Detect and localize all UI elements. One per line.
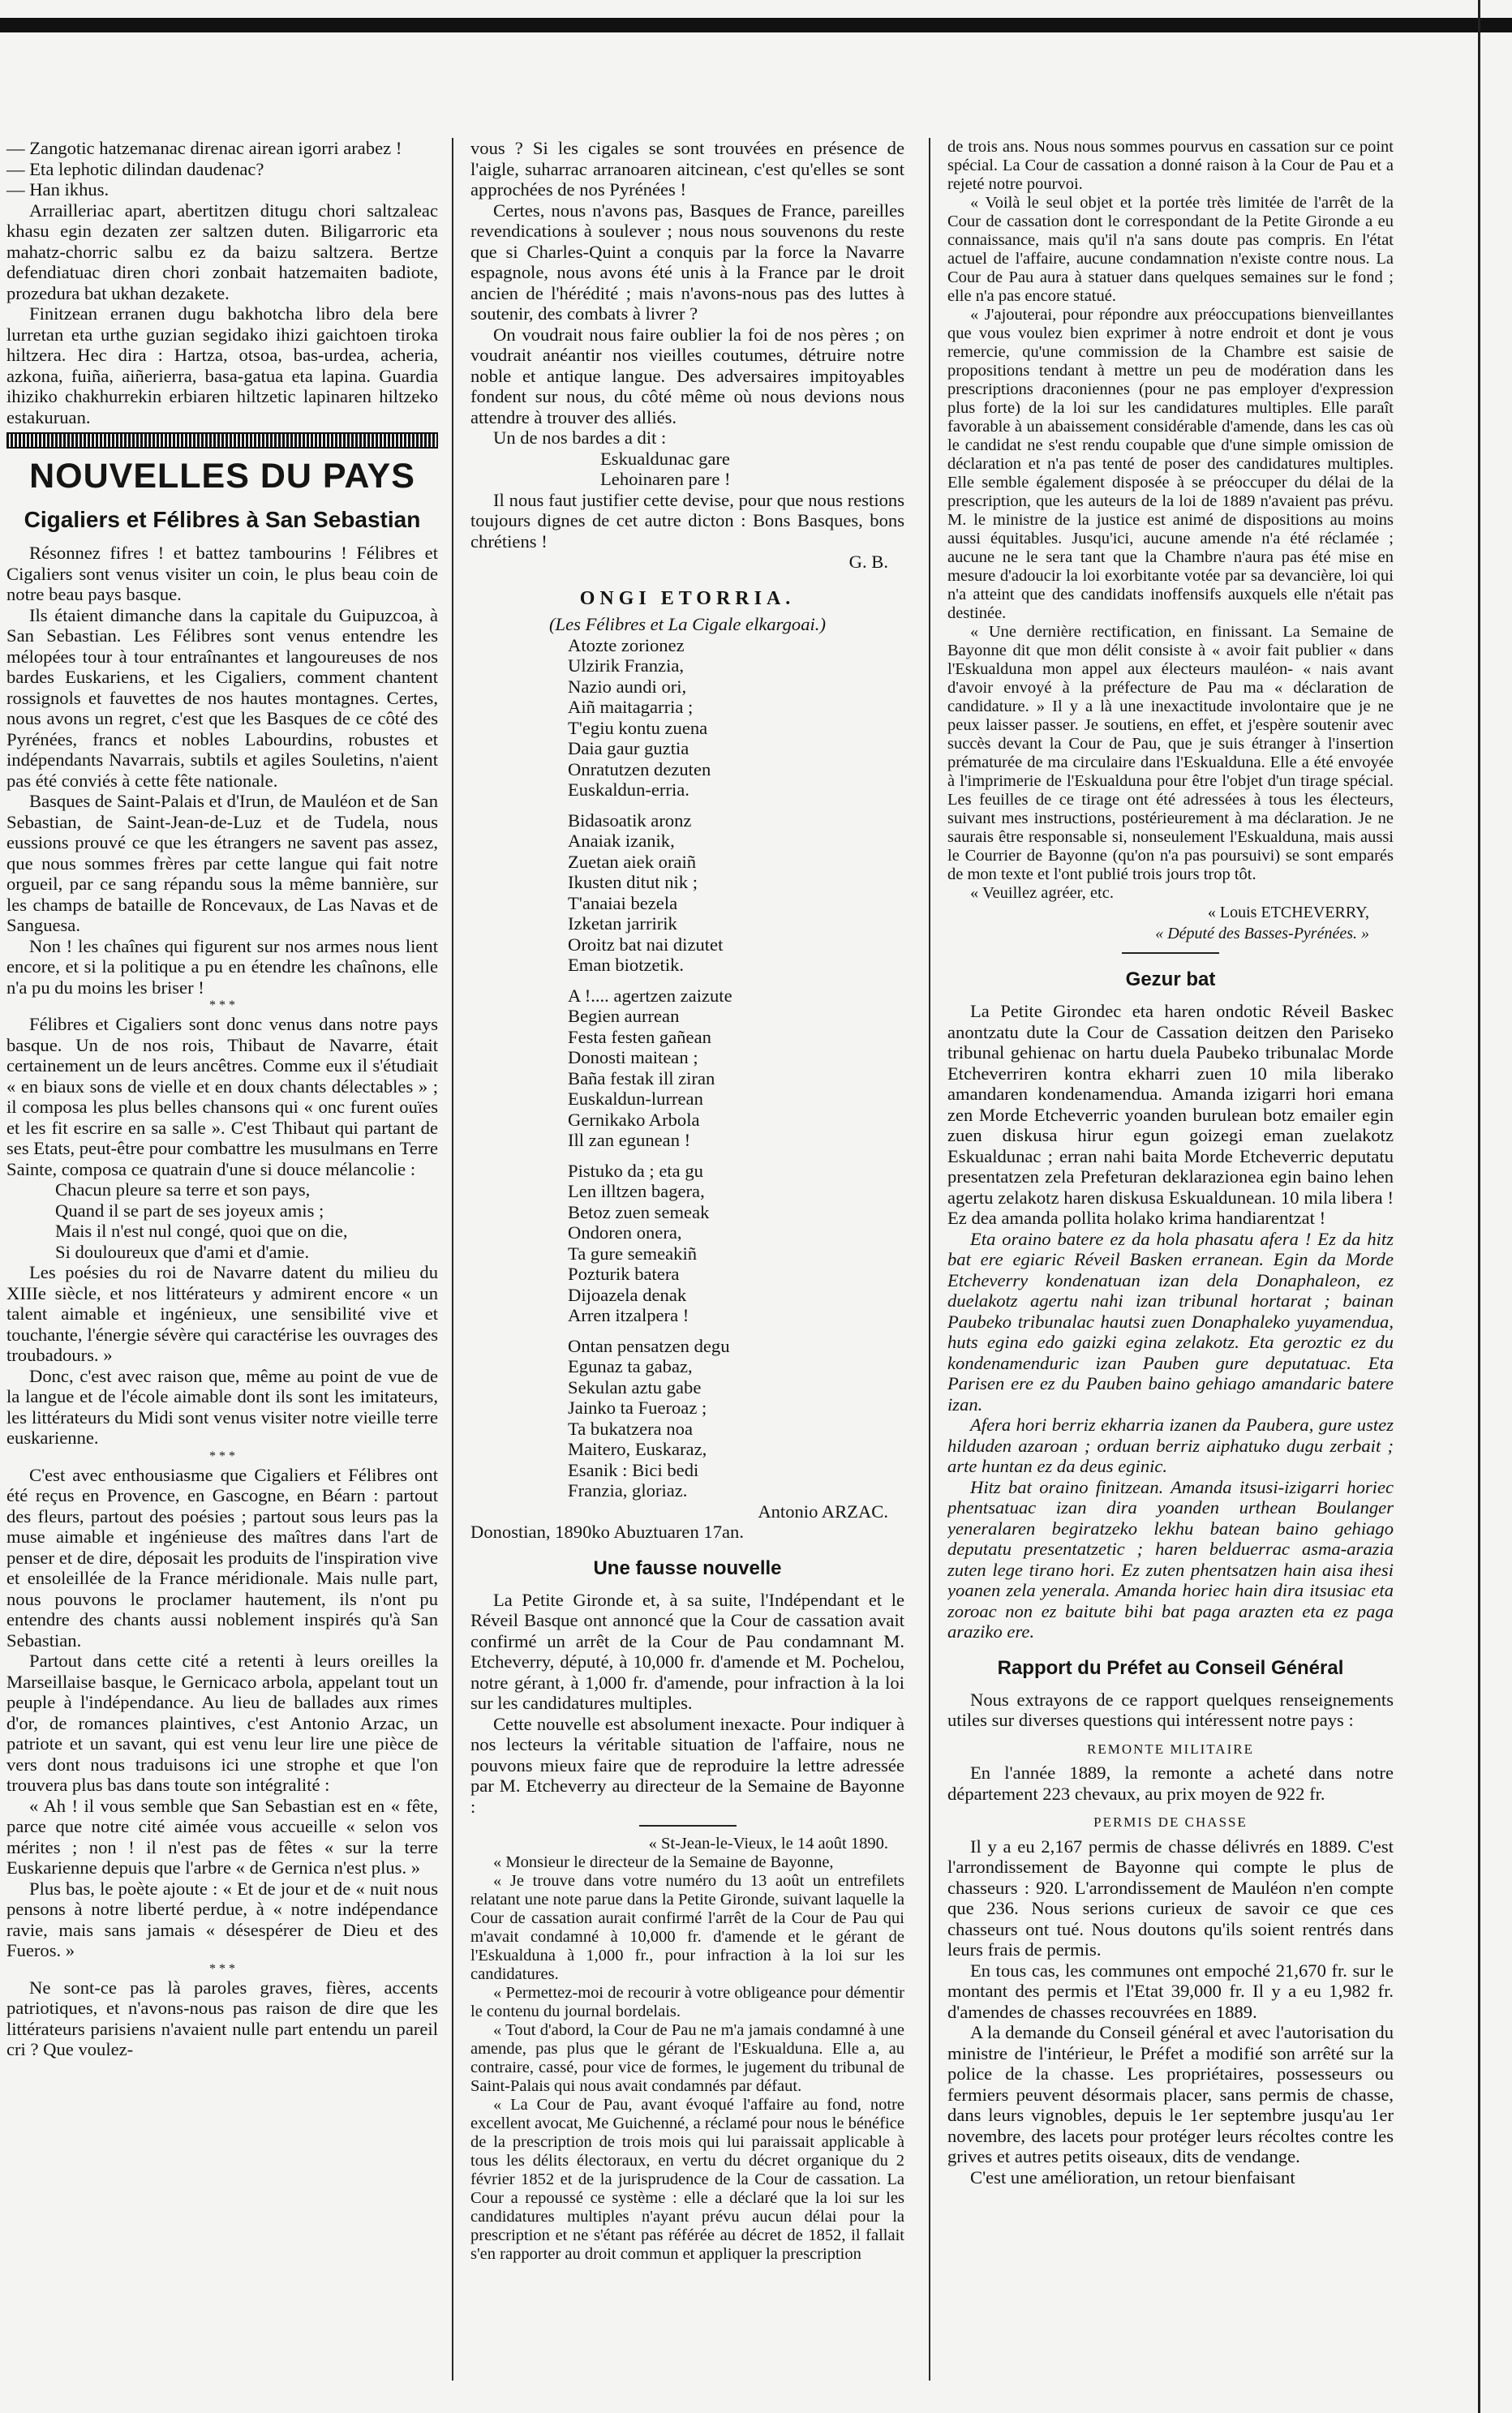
verse-line: Quand il se part de ses joyeux amis ;	[55, 1200, 324, 1221]
section-heading: NOUVELLES DU PAYS	[29, 457, 415, 496]
poem-line: Festa festen gañean	[568, 1026, 711, 1047]
letter-signature: « Louis ETCHEVERRY,	[1207, 904, 1369, 921]
column-rule	[929, 138, 930, 2381]
poem-line: T'anaiai bezela	[568, 892, 678, 913]
poem	[470, 635, 904, 1501]
stanza-break	[470, 1151, 904, 1161]
poem-line: Zuetan aiek oraiñ	[568, 851, 697, 872]
paragraph: Un de nos bardes a dit :	[493, 427, 667, 448]
poem-date: Donostian, 1890ko Abuztuaren 17an.	[470, 1522, 744, 1542]
paragraph: C'est une amélioration, un retour bienfaisant	[970, 2166, 1295, 2188]
paragraph: Partout dans cette cité a retenti à leurs oreilles la Marseillaise basque, le Gernicaco arbola, appelant tout un peuple à l'indépendance. Au lieu de ballades aux rimes d'or, de romances plaintives, c'est Antonio Arzac, un patriote et un savant, qui est venu leur lire une pièce de vers dont nous traduisons ici une strophe et que l'on trouvera plus bas dans toute son intégralité :	[6, 1651, 438, 1795]
poem-line: A !.... agertzen zaizute	[568, 985, 732, 1006]
letter-paragraph: « Veuillez agréer, etc.	[970, 884, 1114, 902]
paragraph: La Petite Girondec eta haren ondotic Réveil Baskec anontzatu dute la Cour de Cassation deitzen den Pariseko tribunal gehienac on hartu duela Paubeko tribunalac Morde Etcheverriren kontra ekharri zuen 10 mila liberako amandaren kondenamendua. Amanda izigarri hori emana zen Morde Etcheverric yoanden burulean botz emailer egin zuen diskusa hirur egun goizegi eman zuelakotz Eskualdunac ; erran nahi baita Morde Etcheverric deputatu presentatzen zela Prefeturan deklarazionea egin baino lehen agertu zelakotz haren diskusa Eskualdunean. 10 mila libera ! Ez dea amanda pollita holako krima handiarentzat !	[947, 1001, 1394, 1228]
verse-line: Si douloureux que d'ami et d'amie.	[55, 1241, 310, 1262]
poem-line: Gernikako Arbola	[568, 1109, 700, 1130]
paragraph: En l'année 1889, la remonte a acheté dans notre département 223 chevaux, au prix moyen de 922 fr.	[947, 1763, 1394, 1804]
subsection-title: PERMIS DE CHASSE	[1093, 1814, 1248, 1830]
poem-line: Euskaldun-erria.	[568, 779, 689, 800]
letter-paragraph: « Tout d'abord, la Cour de Pau ne m'a jamais condamné à une amende, pas plus que le gérant de l'Eskualduna. Elle a, au contraire, cassé, pour vice de formes, le jugement du tribunal de Saint-Palais qui nous avait condamnés par défaut.	[470, 2021, 904, 2095]
paragraph: Ne sont-ce pas là paroles graves, fières, accents patriotiques, et n'avons-nous pas raison de dire que les littérateurs parisiens n'avaient nulle part entendu un pareil cri ? Que voulez-	[6, 1977, 438, 2059]
column-rule	[452, 138, 453, 2381]
paragraph: — Han ikhus.	[6, 179, 110, 200]
poem-line: Jainko ta Fueroaz ;	[568, 1398, 707, 1418]
poem-line: Donosti maitean ;	[568, 1047, 698, 1067]
poem-dedication: (Les Félibres et La Cigale elkargoai.)	[549, 614, 826, 634]
poem-line: Franzia, gloriaz.	[568, 1480, 688, 1501]
poem-line: Egunaz ta gabaz,	[568, 1356, 693, 1376]
paragraph: vous ? Si les cigales se sont trouvées en présence de l'aigle, suharrac arranoaren aitcinean, c'est qu'elles se sont approchées de nos Pyrénées !	[470, 138, 904, 200]
stanza-break	[470, 976, 904, 985]
poem-line: Len illtzen bagera,	[568, 1181, 705, 1201]
poem-line: Ill zan egunean !	[568, 1130, 691, 1150]
paragraph: En tous cas, les communes ont empoché 21,670 fr. sur le montant des permis et l'Etat 39,000 fr. Il y a eu 1,982 fr. d'amendes de chasses recouvrées en 1889.	[947, 1960, 1394, 2022]
paragraph: Donc, c'est avec raison que, même au point de vue de la langue et de l'école aimable dont ils sont les imitateurs, les littérateurs du Midi sont venus visiter notre vieille terre euskarienne.	[6, 1365, 438, 1448]
paragraph: A la demande du Conseil général et avec l'autorisation du ministre de l'intérieur, le Préfet a modifié son arrêté sur la police de la chasse. Les propriétaires, possesseurs ou fermiers peuvent désormais placer, sans permis de chasse, dans leurs vignobles, depuis le 1er septembre jusqu'au 1er novembre, des lacets pour protéger leurs récoltes contre les grives et autres petits oiseaux, dits de vendange.	[947, 2022, 1394, 2166]
paragraph: Ils étaient dimanche dans la capitale du Guipuzcoa, à San Sebastian. Les Félibres sont venus entendre les mélopées tour à tour entraînantes et langoureuses de nos bardes Euskariens, et les Cigaliers, comment chantent rossignols et fauvettes de nos hautes montagnes. Certes, nous avons un regret, c'est que les Basques de ce côté des Pyrénées, francs et nobles Labourdins, robustes et indépendants Navarrais, subtils et agiles Souletins, n'aient pas été conviés à cette fête nationale.	[6, 604, 438, 791]
poem-line: Oroitz bat nai dizutet	[568, 934, 724, 955]
motto-line: Eskualdunac gare	[600, 448, 730, 469]
poem-line: Euskaldun-lurrean	[568, 1088, 703, 1109]
stanza-break	[470, 801, 904, 810]
paragraph: Cette nouvelle est absolument inexacte. Pour indiquer à nos lecteurs la véritable situation de l'affaire, nous ne pouvons mieux faire que de reproduire la lettre adressée par M. Etcheverry au directeur de la Semaine de Bayonne :	[470, 1713, 904, 1817]
poem-title: ONGI ETORRIA.	[579, 587, 796, 609]
poem-line: Daia gaur guztia	[568, 738, 689, 758]
poem-line: Bidasoatik aronz	[568, 809, 692, 831]
poem-line: Arren itzalpera !	[568, 1305, 689, 1325]
section-stars: * * *	[209, 998, 235, 1012]
subsection-title: REMONTE MILITAIRE	[1087, 1741, 1254, 1757]
paragraph: — Eta lephotic dilindan daudenac?	[6, 158, 264, 179]
poem-line: Ikusten ditut nik ;	[568, 872, 698, 892]
poem-line: Dijoazela denak	[568, 1284, 687, 1305]
poem-line: Begien aurrean	[568, 1006, 680, 1026]
divider	[639, 1825, 737, 1827]
column-2	[470, 138, 904, 2397]
top-border	[0, 18, 1512, 32]
poem-line: Maitero, Euskaraz,	[568, 1439, 707, 1459]
poem-line: Ulzirik Franzia,	[568, 655, 685, 676]
poem-line: Nazio aundi ori,	[568, 676, 687, 697]
poem-line: Sekulan aztu gabe	[568, 1376, 702, 1398]
divider	[1122, 952, 1219, 954]
paragraph: Il nous faut justifier cette devise, pour que nous restions toujours dignes de cet autre dicton : Bons Basques, bons chrétiens !	[470, 489, 904, 552]
poem-line: Anaiak izanik,	[568, 831, 675, 851]
article-title: Rapport du Préfet au Conseil Général	[997, 1656, 1344, 1679]
poem-line: Ta bukatzera noa	[568, 1418, 693, 1439]
verse-line: Mais il n'est nul congé, quoi que on die,	[55, 1221, 348, 1241]
letter-paragraph: « Je trouve dans votre numéro du 13 août un entrefilets relatant une note parue dans la Petite Gironde, suivant laquelle la Cour de cassation aurait confirmé l'arrêt de la Cour de Pau qui m'avait condamné à 10,000 fr. d'amende et le gérant de l'Eskualduna à 1,000 fr., pour infraction à la loi sur les candidatures.	[470, 1872, 904, 1983]
poem-line: Esanik : Bici bedi	[568, 1459, 699, 1480]
paragraph: Il y a eu 2,167 permis de chasse délivrés en 1889. C'est l'arrondissement de Bayonne qui compte le plus de chasseurs : 920. L'arrondissement de Mauléon n'en compte que 236. Nous serions curieux de savoir ce que ces chasseurs ont tué. Nous doutons qu'ils soient rentrés dans leurs frais de permis.	[947, 1836, 1394, 1960]
stanza-break	[470, 1326, 904, 1336]
paragraph: C'est avec enthousiasme que Cigaliers et Félibres ont été reçus en Provence, en Gascogne, en Béarn : partout des fleurs, partout des poésies ; partout sous leurs pas la muse aimable et ingénieuse des maîtres dans l'art de penser et de dire, déposait les produits de l'inspiration vive et ensoleillée de la France méridionale. Mais nulle part, nous pouvons le proclamer hautement, ils n'ont pu entendre des chants aussi noblement inspirés qu'à San Sebastian.	[6, 1464, 438, 1651]
page-edge-line	[1478, 0, 1480, 2413]
paragraph: Eta oraino batere ez da hola phasatu afera ! Ez da hitz bat ere egiaric Réveil Basken erranean. Egin da Morde Etcheverry kondenatuan izan dela Donaphaleon, ez duelakotz agertu nahi izan tribunal hortarat ; bainan Paubeko tribunalac hautsi zuen Donaphaleko yuyamendua, huts egina edo gaizki egina zelakotz. Eta geroztic ez du kondenamenduric izan Pauben gure deputatuac. Eta Parisen ere ez du Pauben baino gehiago amandaric batere izan.	[947, 1228, 1394, 1415]
letter-paragraph: « Permettez-moi de recourir à votre obligeance pour démentir le contenu du journal bordelais.	[470, 1984, 904, 2020]
motto-line: Lehoinaren pare !	[600, 469, 731, 489]
paragraph: Les poésies du roi de Navarre datent du milieu du XIIIe siècle, et nos littérateurs y admirent encore « un talent aimable et ingénieux, une sensibilité vive et touchante, l'énergie sévère qui caractérise les ouvrages des troubadours. »	[6, 1262, 438, 1365]
letter-paragraph: « Monsieur le directeur de la Semaine de Bayonne,	[493, 1853, 834, 1871]
letter-paragraph: de trois ans. Nous nous sommes pourvus en cassation sur ce point spécial. La Cour de cassation a donné raison à la Cour de Pau et a rejeté notre pourvoi.	[947, 138, 1394, 193]
column-3	[947, 138, 1394, 2397]
poem-line: Atozte zorionez	[568, 634, 685, 655]
paragraph: Finitzean erranen dugu bakhotcha libro dela bere lurretan eta urthe guzian segidako ihizi gaichtoen tiroka hiltzera. Hec dira : Hartza, otsoa, bas-urdea, acheria, azkona, fuiña, aiñerierra, basa-gatua eta lapina. Guardia ihiziko chakhurrekin erbiaren hiltzetic lapinaren hiltzeko estakuruan.	[6, 303, 438, 427]
article-title: Gezur bat	[1125, 968, 1216, 990]
paragraph: Nous extrayons de ce rapport quelques renseignements utiles sur diverses questions qui intéressent notre pays :	[947, 1689, 1394, 1730]
poem-line: Eman biotzetik.	[568, 955, 685, 975]
paragraph: Basques de Saint-Palais et d'Irun, de Mauléon et de San Sebastian, de Saint-Jean-de-Luz et de Tudela, nous eussions prouvé ce que les étrangers ne savent pas assez, que nous sommes frères par cette langue qui fait notre orgueil, par ce sang répandu sous la même bannière, sur les champs de bataille de Roncevaux, de Las Navas et de Sanguesa.	[6, 791, 438, 935]
letter-paragraph: « Une dernière rectification, en finissant. La Semaine de Bayonne dit que mon délit consiste à « avoir fait publier « dans l'Eskualduna mon appel aux électeurs mauléon- « nais avant d'avoir envoyé à la préfecture de Pau ma « déclaration de candidature. » Il y a là une inexactitude involontaire que je ne peux laisser passer. Je soutiens, en effet, et j'espère soutenir avec succès devant la Cour de Pau, que je suis étranger à l'insertion prématurée de ma circulaire dans l'Eskualduna. Elle a été envoyée à l'imprimerie de l'Eskualduna pour être l'objet d'un tirage spécial. Les feuilles de ce tirage ont été adressées à tous les électeurs, suivant mes instructions, postérieurement à ma déclaration. Je ne saurais être responsable si, nonseulement l'Eskualduna, mais aussi le Courrier de Bayonne (qu'on n'a pas poursuivi) se sont emparés de mon texte et l'ont publié trois jours trop tôt.	[947, 623, 1394, 883]
paragraph: Plus bas, le poète ajoute : « Et de jour et de « nuit nous pensons à notre liberté perdue, à « notre indépendance ravie, mais sans jamais « désespérer de Dieu et des Fueros. »	[6, 1878, 438, 1960]
article-title: Une fausse nouvelle	[593, 1556, 782, 1579]
ornamental-rule	[6, 432, 438, 449]
verse-line: Chacun pleure sa terre et son pays,	[55, 1179, 311, 1200]
letter-paragraph: « J'ajouterai, pour répondre aux préoccupations bienveillantes que vous voulez bien exprimer à notre endroit et dont je vous remercie, qu'une commission de la Chambre est saisie de propositions tendant à mettre un peu de modération dans les prescriptions draconiennes (pour ne pas employer d'expression plus forte) de la loi sur les candidatures multiples. Elle paraît favorable à un abaissement considérable d'amende, dans les cas où le candidat ne s'est rendu coupable que d'une simple omission de déclaration et n'a pas tenté de poser des candidatures multiples. Elle semble également disposée à se préoccuper du délai de la prescription, que les auteurs de la loi de 1889 n'avaient pas prévu. M. le ministre de la justice est animé de dispositions au moins aussi équitables. Jusqu'ici, aucune amende n'a été réclamée ; aucune ne le sera tant que la Chambre n'aura pas été mise en mesure d'adoucir la loi exorbitante votée par sa devancière, loi qui n'a atteint que des candidats inoffensifs auxquels elle n'était pas destinée.	[947, 306, 1394, 622]
poem-author: Antonio ARZAC.	[758, 1501, 888, 1522]
poem-line: Ondoren onera,	[568, 1222, 682, 1243]
letter-paragraph: « Voilà le seul objet et la portée très limitée de l'arrêt de la Cour de cassation dont le correspondant de la Petite Gironde a eu connaissance, mais qu'il n'a sans doute pas compris. En l'état actuel de l'affaire, aucune condamnation n'existe contre nous. La Cour de Pau aura à statuer dans quelques semaines sur le fond ; elle n'a pas encore statué.	[947, 194, 1394, 305]
signature: G. B.	[848, 552, 888, 572]
paragraph: Résonnez fifres ! et battez tambourins ! Félibres et Cigaliers sont venus visiter un coin, le plus beau coin de notre beau pays basque.	[6, 543, 438, 604]
poem-line: Ontan pensatzen degu	[568, 1335, 730, 1356]
letter-date: « St-Jean-le-Vieux, le 14 août 1890.	[648, 1835, 888, 1853]
column-1	[0, 138, 438, 2397]
letter-signature-title: « Député des Basses-Pyrénées. »	[1155, 924, 1369, 942]
poem-line: Betoz zuen semeak	[568, 1201, 710, 1222]
paragraph: Non ! les chaînes qui figurent sur nos armes nous lient encore, et si la politique a pu en étendre les chaînons, elle n'a pu du moins les briser !	[6, 935, 438, 998]
article-title: Cigaliers et Félibres à San Sebastian	[24, 507, 421, 532]
paragraph: « Ah ! il vous semble que San Sebastian est en « fête, parce que notre cité aimée vous accueille « selon vos mérites ; non ! il n'est pas de fêtes « sur la terre Euskarienne depuis que l'arbre « de Gernica n'est plus. »	[6, 1795, 438, 1878]
paragraph: Arrailleriac apart, abertitzen ditugu chori saltzaleac khasu egin dezaten zer saltzen duten. Biligarroric eta mahatz-chorric salbu ez da baizu saltzera. Bertze defendiatuac diren chori zonbait hatzemaiten badiote, prozedura bat ukhan dezakete.	[6, 200, 438, 303]
paragraph: Afera hori berriz ekharria izanen da Paubera, gure ustez hilduden azaroan ; orduan berriz aiphatuko dugu zerbait ; arte huntan ez da deus eginic.	[947, 1415, 1394, 1476]
poem-line: Pozturik batera	[568, 1264, 680, 1284]
paragraph: Hitz bat oraino finitzean. Amanda itsusi-izigarri horiec phentsatuac izan dira yoanden urthean Boulanger yeneralaren begiratzeko lekhu batean baino gehiago deputatu presentatzetic ; haren belduerrac asma-arazia zuten lege tirano hori. Ez zuten phentsatzen hain aisa ihesi yoanen zela yenerala. Amanda horiec hain dira itsusiac eta zoroac non ez baitute bihi bat paga arazten eta ez paga araziko ere.	[947, 1476, 1394, 1642]
poem-line: Izketan jarririk	[568, 913, 677, 934]
paragraph: Certes, nous n'avons pas, Basques de France, pareilles revendications à soulever ; nous nous souvenons du reste que si Charles-Quint a conquis par la force la Navarre espagnole, nous avons été unis à la France par le droit ancien de l'hérédité ; mais n'avons-nous pas des luttes à soutenir, des combats à livrer ?	[470, 200, 904, 324]
paragraph: On voudrait nous faire oublier la foi de nos pères ; on voudrait anéantir nos vieilles coutumes, détruire notre noble et antique langue. Des adversaires impitoyables fondent sur nous, du côté même où nous devions nous attendre à trouver des alliés.	[470, 324, 904, 427]
poem-line: T'egiu kontu zuena	[568, 717, 708, 738]
poem-line: Aiñ maitagarria ;	[568, 697, 694, 717]
poem-line: Baña festak ill ziran	[568, 1067, 715, 1088]
paragraph: La Petite Gironde et, à sa suite, l'Indépendant et le Réveil Basque ont annoncé que la Cour de cassation avait confirmé un arrêt de la Cour de Pau condamnant M. Etcheverry, député, à 10,000 fr. d'amende et M. Pochelou, notre gérant, à 1,000 fr. d'amende, pour infraction à la loi sur les candidatures multiples.	[470, 1589, 904, 1713]
paragraph: — Zangotic hatzemanac direnac airean igorri arabez !	[6, 138, 402, 158]
section-stars: * * *	[209, 1961, 235, 1976]
poem-line: Ta gure semeakiñ	[568, 1243, 698, 1264]
paragraph: Félibres et Cigaliers sont donc venus dans notre pays basque. Un de nos rois, Thibaut de Navarre, était certainement un de leurs ancêtres. Comme eux il s'étudiait « en biaux sons de vielle et en doux chants délectables » ; il composa les plus belles chansons qui « onc furent ouïes et les fit escrire en sa salle ». C'est Thibaut qui partant de ses Etats, peut-être pour combattre les musulmans en Terre Sainte, composa ce quatrain d'une si douce mélancolie :	[6, 1014, 438, 1179]
poem-line: Onratutzen dezuten	[568, 758, 711, 779]
letter-paragraph: « La Cour de Pau, avant évoqué l'affaire au fond, notre excellent avocat, Me Guichenné, a réclamé pour nous le bénéfice de la prescription de trois mois qui lui paraissait applicable à tous les délits électoraux, en vertu du décret organique du 2 février 1852 et de la jurisprudence de la Cour de cassation. La Cour a repoussé ce système : elle a déclaré que la loi sur les candidatures multiples n'ayant prévu aucun délai pour la prescription et ne s'étant pas référée au décret de 1852, il fallait s'en rapporter au droit commun et appliquer la prescription	[470, 2096, 904, 2263]
poem-line: Pistuko da ; eta gu	[568, 1160, 703, 1181]
section-stars: * * *	[209, 1449, 235, 1463]
